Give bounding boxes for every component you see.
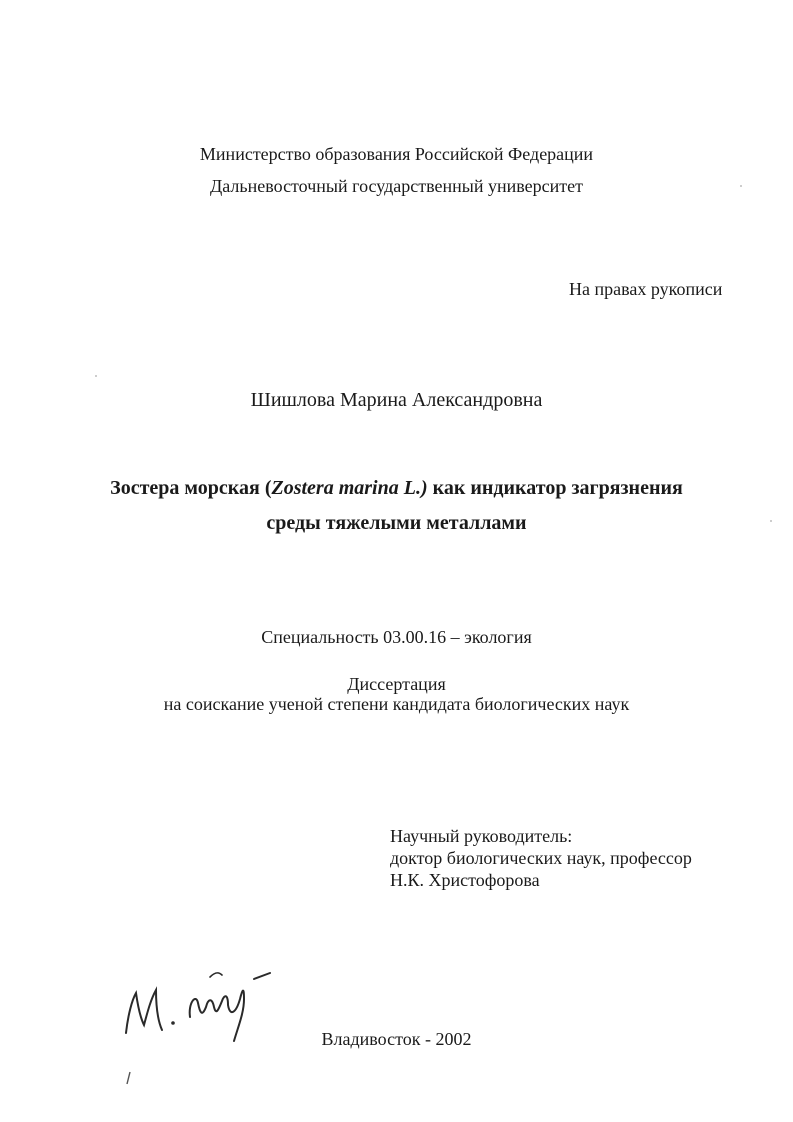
author-name: Шишлова Марина Александровна bbox=[250, 389, 543, 411]
title-species: Zostera marina L.) bbox=[271, 477, 428, 499]
scan-speck bbox=[95, 375, 97, 377]
stray-mark bbox=[124, 1070, 132, 1086]
scan-speck bbox=[770, 520, 772, 522]
manuscript-note: На правах рукописи bbox=[569, 279, 723, 299]
title-part-1: Зостера морская ( bbox=[110, 477, 272, 499]
thesis-title-line-2: среды тяжелыми металлами bbox=[266, 512, 527, 534]
city-year: Владивосток - 2002 bbox=[321, 1029, 472, 1049]
title-part-2: как индикатор загрязнения bbox=[427, 477, 683, 499]
supervisor-title: доктор биологических наук, профессор bbox=[390, 848, 692, 868]
thesis-title-line-1 bbox=[0, 476, 793, 500]
degree-line: на соискание ученой степени кандидата биологических наук bbox=[163, 694, 630, 714]
university-line: Дальневосточный государственный университет bbox=[210, 176, 583, 196]
work-type-label: Диссертация bbox=[347, 674, 446, 694]
specialty-line: Специальность 03.00.16 – экология bbox=[261, 627, 532, 647]
scan-speck bbox=[740, 185, 742, 187]
ministry-line: Министерство образования Российской Федерации bbox=[199, 144, 594, 164]
supervisor-name: Н.К. Христофорова bbox=[390, 870, 540, 890]
supervisor-label: Научный руководитель: bbox=[390, 826, 573, 846]
